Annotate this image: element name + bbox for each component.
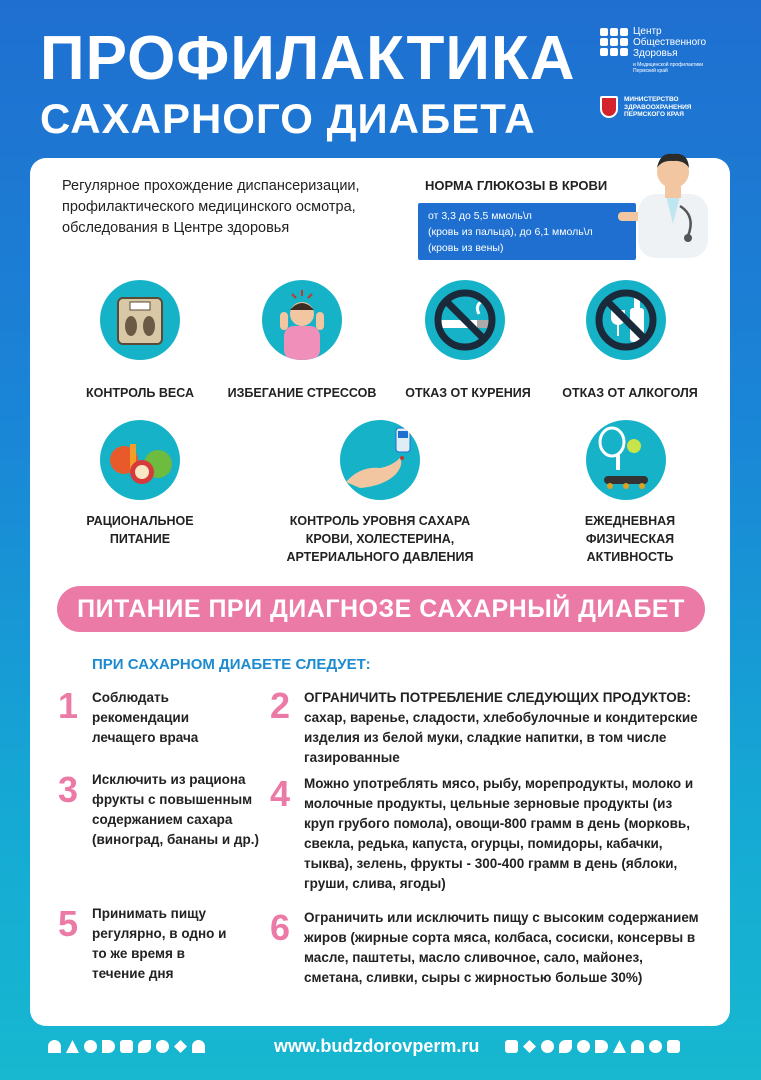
glucose-title: НОРМА ГЛЮКОЗЫ В КРОВИ <box>425 178 608 193</box>
food-icon <box>100 420 180 500</box>
item-6-text: Ограничить или исключить пищу с высоким содержанием жиров (жирные сорта мяса, колбаса, сосиски, консервы в масле, паштеты, масло сливочное, сало, майонез, сметана, сливки, сыры с жирностью больше 30%) <box>304 910 699 985</box>
glucose-line-3: (кровь из вены) <box>428 242 504 254</box>
caption-food: РАЦИОНАЛЬНОЕ ПИТАНИЕ <box>86 514 194 546</box>
center-subtitle: и Медицинской профилактики Пермский край <box>633 62 704 74</box>
footer <box>0 1032 761 1062</box>
item-2-text: сахар, варенье, сладости, хлебобулочные и кондитерские изделия из белой муки, сладкие напитки, в том числе газированные <box>304 710 698 765</box>
sport-icon <box>586 420 666 500</box>
logos <box>600 26 723 119</box>
content-card <box>30 158 730 1026</box>
caption-stress: ИЗБЕГАНИЕ СТРЕССОВ <box>227 386 377 400</box>
item-3-number: 3 <box>58 769 79 810</box>
caption-weight: КОНТРОЛЬ ВЕСА <box>86 386 194 400</box>
item-2-title: ОГРАНИЧИТЬ ПОТРЕБЛЕНИЕ СЛЕДУЮЩИХ ПРОДУКТОВ: <box>304 690 692 705</box>
scale-icon <box>100 280 180 360</box>
item-5-text: Принимать пищу регулярно, в одно и то же время в течение дня <box>92 906 227 981</box>
item-2-block <box>304 688 704 768</box>
item-6-number: 6 <box>270 907 291 948</box>
footer-shapes-right <box>505 1040 680 1053</box>
center-name: Центр Общественного Здоровья <box>633 26 707 59</box>
no-smoking-icon <box>425 280 505 360</box>
title-line-1: ПРОФИЛАКТИКА <box>40 24 576 93</box>
glucose-box <box>418 203 636 260</box>
glucometer-icon <box>340 420 420 500</box>
item-1-number: 1 <box>58 685 79 726</box>
glucose-line-1: от 3,3 до 5,5 ммоль\л <box>428 210 532 222</box>
item-2-number: 2 <box>270 685 291 726</box>
caption-smoking: ОТКАЗ ОТ КУРЕНИЯ <box>405 386 531 400</box>
footer-shapes-left <box>48 1040 205 1053</box>
nutrition-subhead: ПРИ САХАРНОМ ДИАБЕТЕ СЛЕДУЕТ: <box>92 656 371 673</box>
website-link[interactable]: www.budzdorovperm.ru <box>274 1036 480 1056</box>
caption-activity: ЕЖЕДНЕВНАЯ ФИЗИЧЕСКАЯ АКТИВНОСТЬ <box>584 514 676 564</box>
doctor-icon <box>618 146 728 258</box>
ministry-logo <box>600 96 723 119</box>
item-3-text: Исключить из рациона фрукты с повышенным содержанием сахара (виноград, бананы и др.) <box>92 772 259 847</box>
page-title <box>40 26 576 144</box>
stress-icon <box>262 280 342 360</box>
center-logo-icon <box>600 28 628 56</box>
crest-icon <box>600 96 618 118</box>
item-4-text: Можно употреблять мясо, рыбу, морепродукты, молоко и молочные продукты, цельные зерновые продукты (из круп грубого помола), овощи-800 грамм в день (морковь, свекла, редька, капуста, огурцы, помидоры, кабачки, тыква), зелень, фрукты - 300-400 грамм в день (яблоки, груши, слива, ягоды) <box>304 776 694 891</box>
center-logo <box>600 26 723 74</box>
item-1-text: Соблюдать рекомендации лечащего врача <box>92 690 199 745</box>
ministry-name: МИНИСТЕРСТВО ЗДРАВООХРАНЕНИЯ ПЕРМСКОГО КРАЯ <box>624 96 692 118</box>
nutrition-banner: ПИТАНИЕ ПРИ ДИАГНОЗЕ САХАРНЫЙ ДИАБЕТ <box>57 586 705 632</box>
caption-sugar-control: КОНТРОЛЬ УРОВНЯ САХАРА КРОВИ, ХОЛЕСТЕРИНА, АРТЕРИАЛЬНОГО ДАВЛЕНИЯ <box>286 514 474 564</box>
title-line-2: САХАРНОГО ДИАБЕТА <box>40 95 536 142</box>
item-5-number: 5 <box>58 903 79 944</box>
caption-alcohol: ОТКАЗ ОТ АЛКОГОЛЯ <box>562 386 698 400</box>
item-4-number: 4 <box>270 773 291 814</box>
intro-text: Регулярное прохождение диспансеризации, профилактического медицинского осмотра, обследования в Центре здоровья <box>62 178 360 236</box>
no-alcohol-icon <box>586 280 666 360</box>
glucose-line-2: (кровь из пальца), до 6,1 ммоль\л <box>428 226 593 238</box>
